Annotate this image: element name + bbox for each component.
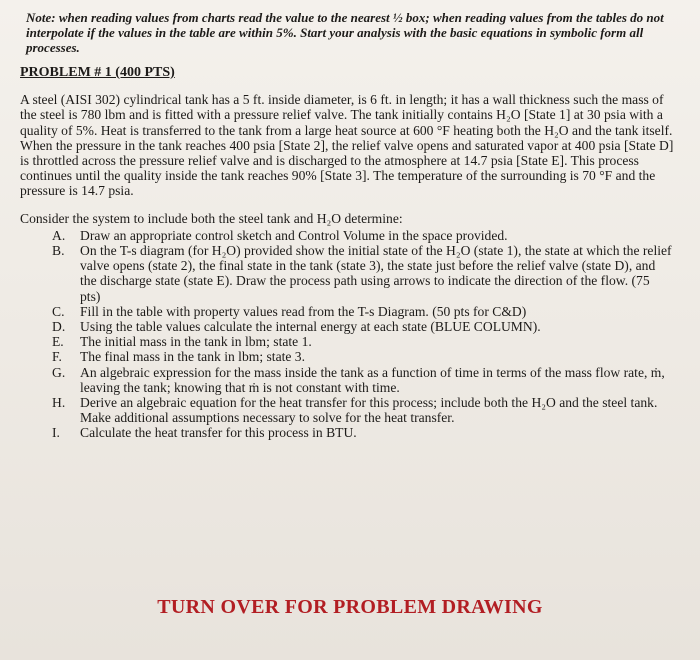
- task-letter: A.: [52, 227, 66, 243]
- task-text: Using the table values calculate the internal energy at each state (BLUE COLUMN).: [80, 319, 541, 335]
- task-item-i: [20, 425, 678, 440]
- task-item-c: [20, 304, 678, 319]
- task-item-f: [20, 349, 678, 364]
- task-letter: H.: [52, 395, 66, 411]
- task-letter: G.: [52, 364, 66, 380]
- task-item-e: [20, 334, 678, 349]
- task-text: On the T-s diagram (for H₂O) provided show the initial state of the H₂O (state 1), the state at which the relief valve opens (state 2), the final state in the tank (state 3), the state just before the relief valve (state D), and the discharge state (state E). Draw the process path using arrows to indicate the direction of the flow. (75 pts): [80, 243, 672, 304]
- task-text: The initial mass in the tank in lbm; state 1.: [80, 334, 312, 350]
- task-letter: E.: [52, 334, 64, 350]
- task-text: An algebraic expression for the mass inside the tank as a function of time in terms of the mass flow rate, ṁ, leaving the tank; knowing that ṁ is not constant with time.: [80, 364, 665, 395]
- task-item-b: [20, 243, 678, 304]
- task-text: Derive an algebraic equation for the heat transfer for this process; include both the H₂O and the steel tank. Make additional assumptions necessary to solve for the heat transfer.: [80, 395, 658, 426]
- task-letter: F.: [52, 349, 62, 365]
- consider-line: Consider the system to include both the steel tank and H₂O determine:: [20, 210, 403, 226]
- task-letter: I.: [52, 425, 60, 441]
- task-item-a: [20, 228, 678, 243]
- problem-statement: A steel (AISI 302) cylindrical tank has a 5 ft. inside diameter, is 6 ft. in length; it has a wall thickness such the mass of the steel is 780 lbm and is fitted with a pressure relief valve. The tank initially contains H₂O [State 1] at 30 psia with a quality of 5%. Heat is transferred to the tank from a large heat source at 600 °F heating both the H₂O and the tank itself. When the pressure in the tank reaches 400 psia [State 2], the relief valve opens and saturated vapor at 400 psia [State D] is throttled across the pressure relief valve and is discharged to the atmosphere at 14.7 psia [State E]. This process continues until the quality inside the tank reaches 90% [State 3]. The temperature of the surrounding is 70 °F and the pressure is 14.7 psia.: [20, 92, 674, 199]
- task-letter: B.: [52, 243, 65, 259]
- turn-over-notice: TURN OVER FOR PROBLEM DRAWING: [157, 596, 543, 618]
- task-letter: C.: [52, 303, 65, 319]
- task-item-g: [20, 365, 678, 395]
- task-text: Draw an appropriate control sketch and Control Volume in the space provided.: [80, 227, 508, 243]
- task-letter: D.: [52, 319, 66, 335]
- task-list: [20, 228, 678, 441]
- instruction-note: Note: when reading values from charts read the value to the nearest ½ box; when reading values from the tables do not interpolate if the values in the table are within 5%. Start your analysis with the basic equations in symbolic form all processes.: [26, 10, 664, 55]
- task-item-h: [20, 395, 678, 425]
- task-item-d: [20, 319, 678, 334]
- task-text: Fill in the table with property values read from the T-s Diagram. (50 pts for C&D): [80, 303, 527, 319]
- task-text: The final mass in the tank in lbm; state 3.: [80, 349, 306, 365]
- problem-heading: PROBLEM # 1 (400 PTS): [20, 65, 175, 80]
- task-text: Calculate the heat transfer for this process in BTU.: [80, 425, 357, 441]
